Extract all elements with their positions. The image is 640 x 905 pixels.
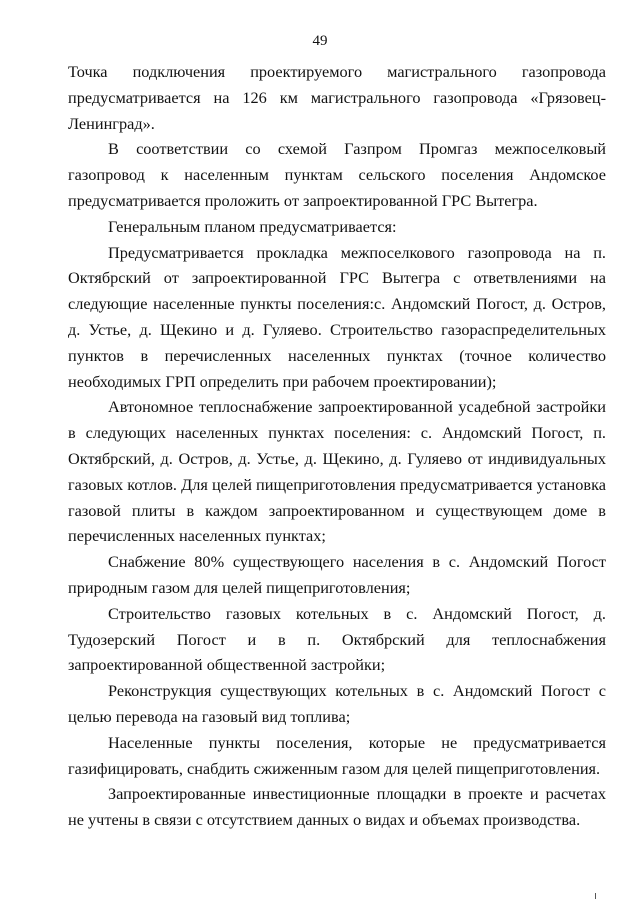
paragraph-connection-point: Точка подключения проектируемого магистрального газопровода предусматривается на 126 км магистрального газопровода «Грязовец-Ленинград». (68, 62, 606, 133)
page-number: 49 (312, 33, 328, 49)
paragraph-general-plan-heading: Генеральным планом предусматривается: (108, 216, 397, 236)
paragraph-gazprom-scheme: В соответствии со схемой Газпром Промгаз межпоселковый газопровод к населенным пунктам сельского поселения Андомское предусматривается проложить от запроектированной ГРС Вытегра. (68, 139, 606, 210)
paragraph-autonomous-heating: Автономное теплоснабжение запроектированной усадебной застройки в следующих населенных пунктах поселения: с. Андомский Погост, п. Октябрский, д. Остров, д. Устье, д. Щекино, д. Гуляево от индивидуальных газовых котлов. Для целей пищеприготовления предусматривается установка газовой плиты в каждом запроектированном и существующем доме в перечисленных населенных пунктах; (68, 397, 606, 546)
paragraph-boiler-construction: Строительство газовых котельных в с. Андомский Погост, д. Тудозерский Погост и в п. Октябрский для теплоснабжения запроектированной общественной застройки; (68, 603, 606, 675)
paragraph-liquefied-gas: Населенные пункты поселения, которые не предусматривается газифицировать, снабдить сжиженным газом для целей пищеприготовления. (68, 732, 606, 778)
paragraph-pipeline-laying: Предусматривается прокладка межпоселкового газопровода на п. Октябрский от запроектированной ГРС Вытегра с ответвлениями на следующие населенные пункты поселения:с. Андомский Погост, д. Остров, д. Устье, д. Щекино и д. Гуляево. Строительство газораспределительных пунктов в перечисленных населенных пунктах (точное количество необходимых ГРП определить при рабочем проектировании); (68, 242, 606, 391)
paragraph-boiler-reconstruction: Реконструкция существующих котельных в с. Андомский Погост с целью перевода на газовый вид топлива; (68, 681, 606, 726)
scan-mark (595, 893, 596, 899)
document-body (68, 59, 606, 833)
paragraph-investment-sites: Запроектированные инвестиционные площадки в проекте и расчетах не учтены в связи с отсутствием данных о видах и объемах производства. (68, 784, 606, 830)
paragraph-gas-supply-population: Снабжение 80% существующего населения в с. Андомский Погост природным газом для целей пищеприготовления; (68, 552, 606, 597)
